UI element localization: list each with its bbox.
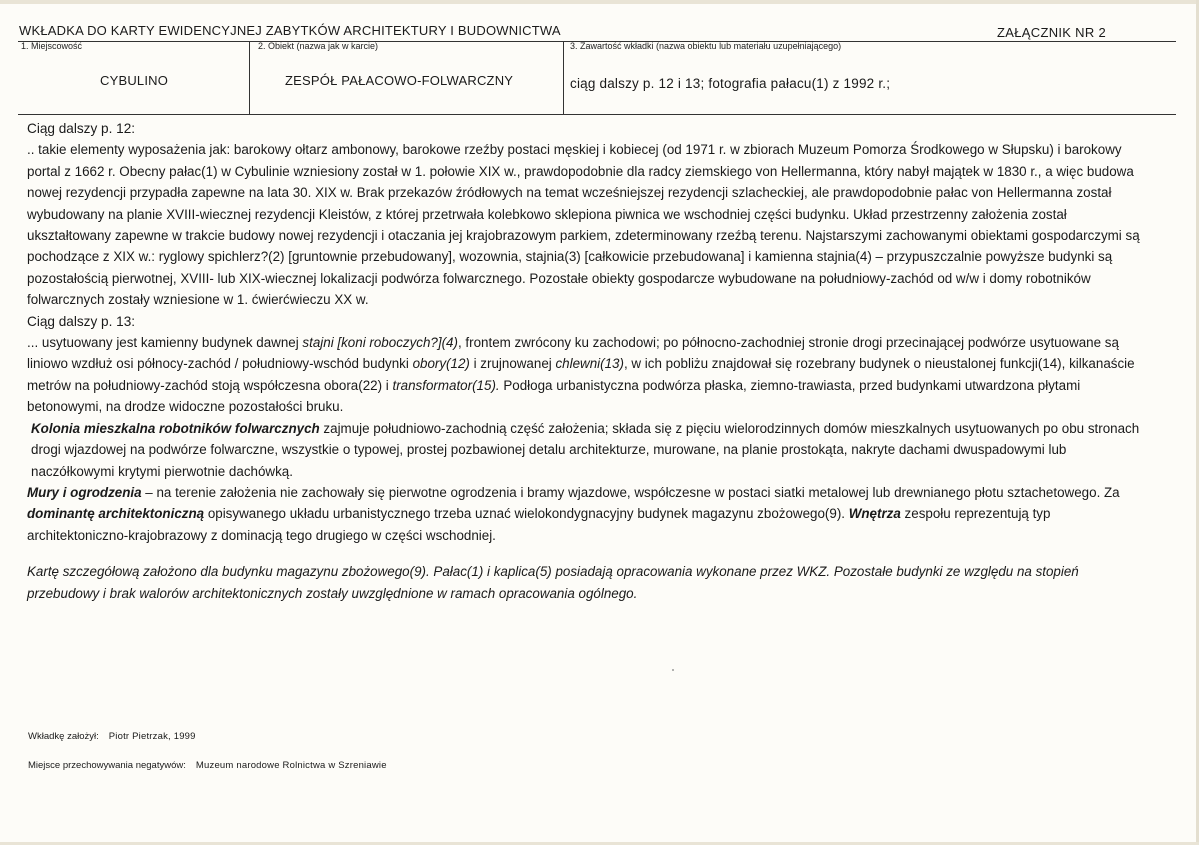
negatives-value: Muzeum narodowe Rolnictwa w Szreniawie	[195, 760, 387, 771]
text-run-bold-italic: dominantę architektoniczną	[27, 506, 205, 522]
negatives-label: Miejsce przechowywania negatywów:	[28, 760, 186, 771]
section-13-paragraph-2	[27, 418, 1147, 482]
section-12-heading: Ciąg dalszy p. 12:	[27, 121, 136, 136]
closing-note: Kartę szczegółową założono dla budynku magazynu zbożowego(9). Pałac(1) i kaplica(5) posiadają opracowania wykonane przez WKZ. Pozostałe budynki ze względu na stopień przebudowy i brak walorów architektonicznych zostały uwzględnione w ramach opracowania ogólnego.	[27, 564, 1079, 601]
text-run: – na terenie założenia nie zachowały się pierwotne ogrodzenia i bramy wjazdowe, współczesne w postaci siatki metalowej lub drewnianego płotu sztachetowego. Za	[141, 484, 1120, 500]
scan-speck	[672, 669, 674, 671]
form-title: WKŁADKA DO KARTY EWIDENCYJNEJ ZABYTKÓW ARCHITEKTURY I BUDOWNICTWA	[19, 23, 561, 38]
insert-content-value: ciąg dalszy p. 12 i 13; fotografia pałacu(1) z 1992 r.;	[570, 76, 891, 91]
author-line	[28, 731, 196, 742]
annex-number: ZAŁĄCZNIK NR 2	[997, 25, 1106, 40]
object-label: 2. Obiekt (nazwa jak w karcie)	[258, 41, 379, 51]
text-run: opisywanego układu urbanistycznego trzeba uznać wielokondygnacyjny budynek magazynu zbożowego(9).	[204, 506, 849, 522]
text-run-italic: chlewni(13)	[555, 356, 624, 372]
text-run: , frontem zwrócony ku zachodowi; po północno-zachodniej stronie drogi przecinającej podwórze usytuowane są liniowo wzdłuż osi północy-zachód / południowy-wschód budynki	[27, 335, 1119, 372]
section-13-paragraph-3	[27, 482, 1147, 546]
text-run-bold-italic: Kolonia mieszkalna robotników folwarcznych	[31, 420, 320, 436]
section-13-heading: Ciąg dalszy p. 13:	[27, 313, 136, 329]
author-label: Wkładkę założył:	[28, 731, 99, 742]
column-divider	[249, 41, 250, 115]
text-run: zespołu reprezentują typ architektoniczno-krajobrazowy z dominacją tego drugiego w części wschodniej.	[27, 506, 1051, 543]
text-run: i zrujnowanej	[469, 356, 556, 372]
section-12-text: .. takie elementy wyposażenia jak: barokowy ołtarz ambonowy, barokowe rzeźby postaci męskiej i kobiecej (od 1971 r. w zbiorach Muzeum Pomorza Środkowego w Słupsku) i barokowy portal z 1662 r. Obecny pałac(1) w Cybulinie wzniesiony został w 1. połowie XIX w., prawdopodobnie dla radcy ziemskiego von Hellermanna, który nabył majątek w 1830 r., a więc budowa nowej rezydencji przypadła zapewne na lata 30. XIX w. Brak przekazów źródłowych na temat wcześniejszej rezydencji szlacheckiej, ale prawdopodobnie pałac von Hellermanna został wybudowany na planie XVIII-wiecznej rezydencji Kleistów, z której przetrwała kolebkowo sklepiona piwnica we wschodniej części budynku. Układ przestrzenny założenia został ukształtowany zapewne w trakcie budowy nowej rezydencji i otaczania jej krajobrazowym parkiem, zdeterminowany rzeźbą terenu. Najstarszymi zachowanymi obiektami gospodarczymi są pochodzące z XIX w.: ryglowy spichlerz?(2) [gruntownie przebudowany], wozownia, stajnia(3) [całkowicie przebudowana] i kamienna stajnia(4) – przypuszczalnie powyższe budynki są pozostałością pierwotnej, XVIII- lub XIX-wiecznej lokalizacji podwórza folwarcznego. Pozostałe obiekty gospodarcze wybudowane na południowy-zachód od w/w i domy robotników folwarcznych zostały wzniesione w 1. ćwierćwieczu XX w.	[27, 142, 1140, 308]
text-run: Podłoga urbanistyczna podwórza płaska, ziemno-trawiasta, przed budynkami utwardzona płytami betonowymi, na drodze widoczne pozostałości bruku.	[27, 377, 1081, 415]
object-value: ZESPÓŁ PAŁACOWO-FOLWARCZNY	[285, 73, 514, 88]
text-run-bold-italic: Mury i ogrodzenia	[27, 484, 142, 500]
section-13-paragraph-1	[27, 332, 1147, 418]
text-run-italic: stajni [koni roboczych?](4)	[302, 335, 458, 351]
locality-label: 1. Miejscowość	[21, 41, 83, 51]
negatives-location-line	[28, 760, 387, 771]
insert-body	[27, 118, 1147, 604]
text-run-bold-italic: Wnętrza	[848, 506, 901, 522]
text-run-italic: obory(12)	[412, 356, 470, 372]
text-run: , w ich pobliżu znajdował się rozebrany budynek o nieustalonej funkcji(14), kilkanaście metrów na południowy-zachód stoją współczesna obora(22) i	[27, 356, 1135, 393]
fields-bottom-rule	[18, 114, 1176, 115]
text-run-italic: transformator(15).	[392, 377, 500, 393]
text-run: zajmuje południowo-zachodnią część założenia; składa się z pięciu wielorodzinnych domów mieszkalnych usytuowanych po obu stronach drogi wjazdowej na podwórze folwarczne, wszystkie o typowej, prostej pozbawionej detalu architekturze, murowane, na planie prostokąta, nakryte dachami dwuspadowymi lub naczółkowymi krytymi pierwotnie dachówką.	[31, 420, 1140, 479]
column-divider	[563, 41, 564, 115]
author-value: Piotr Pietrzak, 1999	[108, 731, 196, 742]
locality-value: CYBULINO	[100, 73, 169, 88]
paragraph-gap	[27, 546, 1147, 561]
insert-content-label: 3. Zawartość wkładki (nazwa obiektu lub materiału uzupełniającego)	[570, 41, 842, 51]
text-run: ... usytuowany jest kamienny budynek dawnej	[27, 335, 303, 351]
scan-edge-top	[0, 0, 1199, 4]
